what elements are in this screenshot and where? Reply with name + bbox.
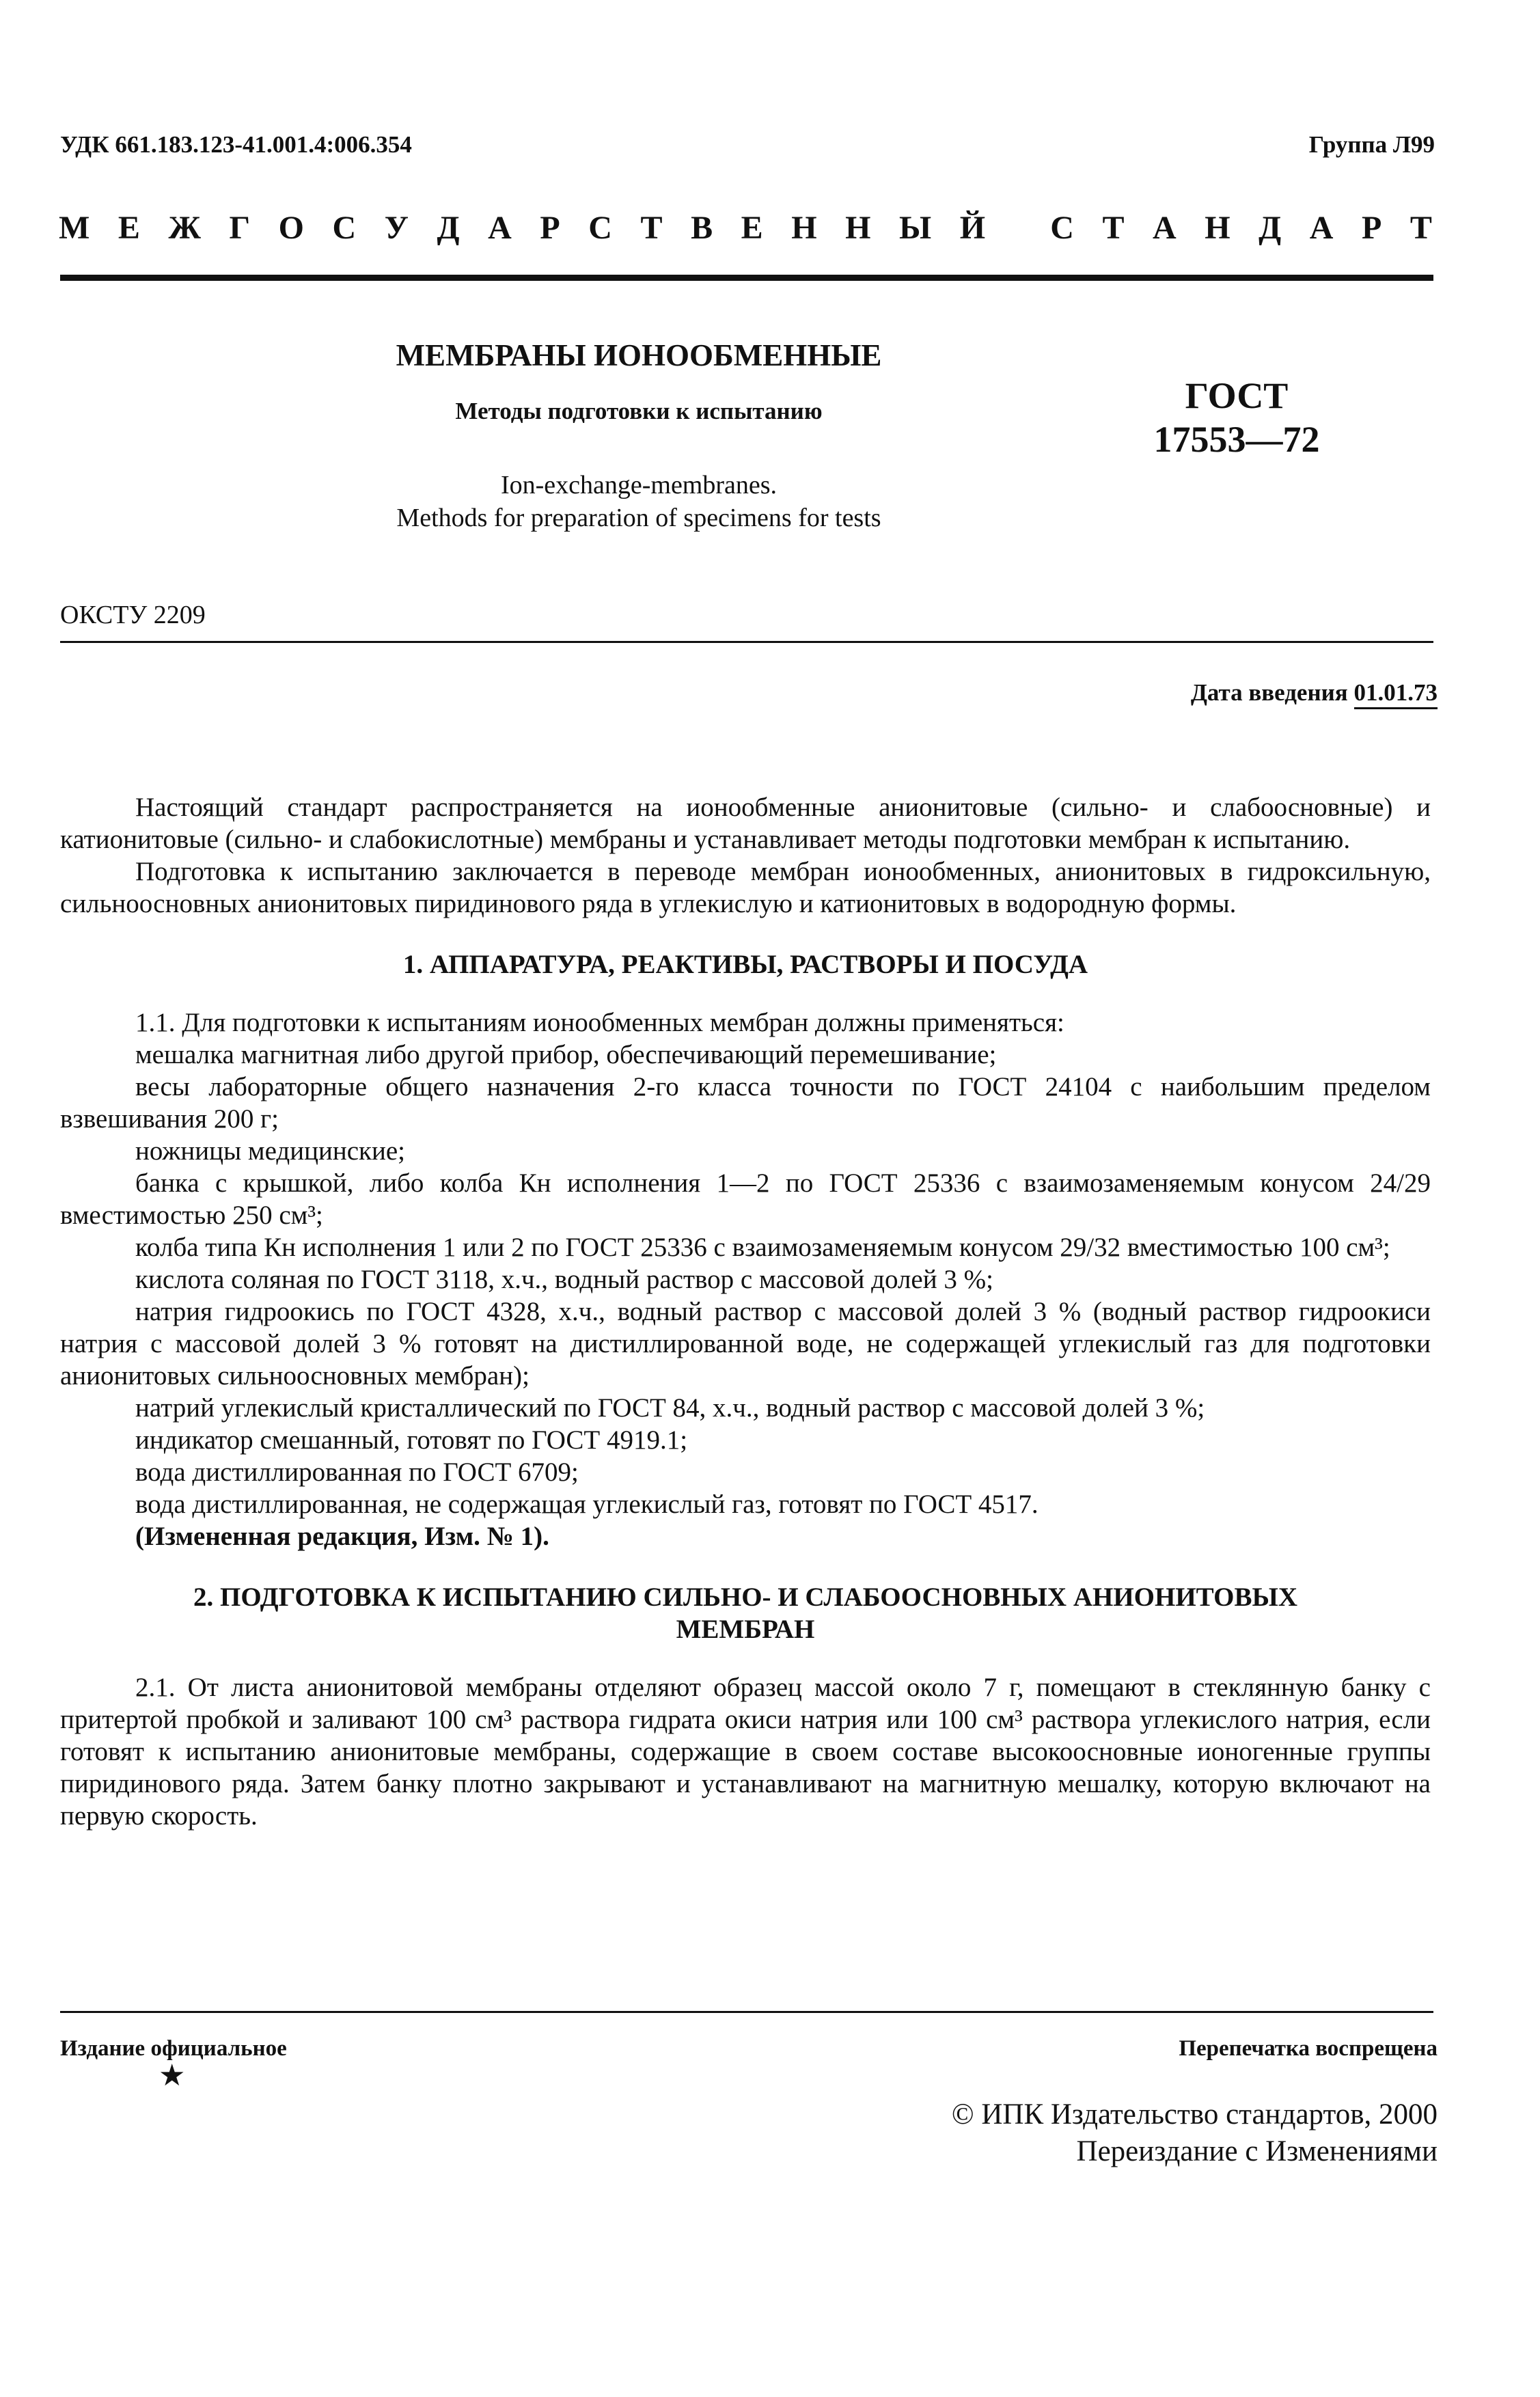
english-title-line1: Ion-exchange-membranes. (500, 471, 778, 499)
okstu-code: ОКСТУ 2209 (60, 601, 206, 629)
section-1-item: 1.1. Для подготовки к испытаниям ионообменных мембран должны применяться: (135, 1008, 1064, 1037)
banner-letter: С (1050, 210, 1074, 246)
banner-letter: О (278, 210, 304, 246)
banner-letter: Н (845, 210, 871, 246)
banner-letter: А (488, 210, 512, 246)
section-1-item: банка с крышкой, либо колба Кн исполнения 1—2 по ГОСТ 25336 с взаимозаменяемым конусом 24/29 вместимостью 250 см³; (60, 1168, 1431, 1230)
section-1-item: натрия гидроокись по ГОСТ 4328, х.ч., водный раствор с массовой долей 3 % (водный раствор гидроокиси натрия с массовой долей 3 % готовят на дистиллированной воде, не содержащей углекислый газ для подготовки анионитовых сильноосновных мембран); (60, 1297, 1431, 1391)
banner-letter: Й (959, 210, 986, 246)
section-2-heading-line2: МЕМБРАН (676, 1615, 815, 1644)
footer-rule (60, 2011, 1433, 2013)
intro-date (1191, 679, 1438, 707)
section-2-paragraph-1: 2.1. От листа анионитовой мембраны отделяют образец массой около 7 г, помещают в стеклянную банку с притертой пробкой и заливают 100 см³ раствора гидрата окиси натрия или 100 см³ раствора углекислого натрия, если готовят к испытанию анионитовые мембраны, содержащие в своем составе высокоосновные ионогенные группы пиридинового ряда. Затем банку плотно закрывают и устанавливают на магнитную мешалку, которую включают на первую скорость. (60, 1673, 1431, 1831)
intro-paragraph-2: Подготовка к испытанию заключается в переводе мембран ионообменных, анионитовых в гидроксильную, сильноосновных анионитовых пиридинового ряда в углекислую и катионитовых в водородную формы. (60, 857, 1431, 918)
banner-letter: У (384, 210, 409, 246)
banner-letter: Ы (899, 210, 932, 246)
section-1-item: колба типа Кн исполнения 1 или 2 по ГОСТ 25336 с взаимозаменяемым конусом 29/32 вместимостью 100 см³; (135, 1233, 1390, 1262)
banner-letter: А (1309, 210, 1334, 246)
banner-letter: Т (1102, 210, 1125, 246)
section-1-item: натрий углекислый кристаллический по ГОСТ 84, х.ч., водный раствор с массовой долей 3 %; (135, 1393, 1205, 1423)
english-title-line2: Methods for preparation of specimens for tests (396, 504, 881, 532)
banner-letter: Р (1361, 210, 1382, 246)
gost-label: ГОСТ (1185, 375, 1289, 416)
section-1-item: вода дистиллированная, не содержащая углекислый газ, готовят по ГОСТ 4517. (135, 1490, 1039, 1519)
star-icon: ★ (159, 2059, 186, 2092)
section-1-item: кислота соляная по ГОСТ 3118, х.ч., водный раствор с массовой долей 3 %; (135, 1265, 993, 1294)
section-1-item: ножницы медицинские; (135, 1136, 405, 1166)
intro-date-value: 01.01.73 (1354, 679, 1438, 709)
intro-date-label: Дата введения (1190, 679, 1354, 706)
section-1-heading: 1. АППАРАТУРА, РЕАКТИВЫ, РАСТВОРЫ И ПОСУДА (402, 950, 1088, 979)
banner-letter: Н (1205, 210, 1230, 246)
reissue-note: Переиздание с Изменениями (1076, 2135, 1438, 2167)
banner-letter: Д (437, 210, 460, 246)
banner-letter: М (59, 210, 90, 246)
banner-letter: Н (791, 210, 817, 246)
section-1-item: весы лабораторные общего назначения 2-го класса точности по ГОСТ 24104 с наибольшим пределом взвешивания 200 г; (60, 1072, 1431, 1134)
banner-letter: Р (540, 210, 560, 246)
document-subtitle: Методы подготовки к испытанию (455, 398, 823, 424)
banner-word-gap (1014, 209, 1022, 247)
document-body (60, 791, 1431, 1832)
banner-letter: Т (640, 210, 663, 246)
banner-letter: В (691, 210, 713, 246)
section-1-item: индикатор смешанный, готовят по ГОСТ 4919.1; (135, 1425, 688, 1455)
banner-letter: Т (1410, 210, 1432, 246)
banner-letter: Е (118, 210, 140, 246)
udk-code: УДК 661.183.123-41.001.4:006.354 (60, 131, 412, 158)
group-code: Группа Л99 (1308, 131, 1435, 158)
banner-letter: Д (1259, 210, 1282, 246)
gost-number: 17553—72 (1153, 419, 1320, 460)
section-1-list (60, 1006, 1431, 1520)
okstu-rule (60, 641, 1433, 643)
section-1-item: вода дистиллированная по ГОСТ 6709; (135, 1457, 579, 1487)
section-1-revision-note: (Измененная редакция, Изм. № 1). (135, 1522, 549, 1551)
banner-letter: С (332, 210, 357, 246)
banner-letter: Г (229, 210, 251, 246)
banner-letter: С (588, 210, 612, 246)
publisher-copyright: © ИПК Издательство стандартов, 2000 (951, 2098, 1438, 2131)
official-edition-label: Издание официальное (60, 2036, 287, 2061)
section-1-item: мешалка магнитная либо другой прибор, обеспечивающий перемешивание; (135, 1040, 997, 1069)
banner-letter: А (1153, 210, 1177, 246)
interstate-standard-banner (59, 209, 1432, 247)
section-2-heading-line1: 2. ПОДГОТОВКА К ИСПЫТАНИЮ СИЛЬНО- И СЛАБООСНОВНЫХ АНИОНИТОВЫХ (193, 1583, 1297, 1612)
banner-letter: Е (741, 210, 763, 246)
section-2-heading (60, 1581, 1431, 1645)
document-title: МЕМБРАНЫ ИОНООБМЕННЫЕ (396, 338, 882, 372)
banner-letter: Ж (168, 210, 201, 246)
header-thick-rule (60, 275, 1433, 281)
reprint-prohibited-label: Перепечатка воспрещена (1179, 2036, 1438, 2061)
intro-paragraph-1: Настоящий стандарт распространяется на ионообменные анионитовые (сильно- и слабоосновные) и катионитовые (сильно- и слабокислотные) мембраны и устанавливает методы подготовки мембран к испытанию. (60, 793, 1431, 854)
